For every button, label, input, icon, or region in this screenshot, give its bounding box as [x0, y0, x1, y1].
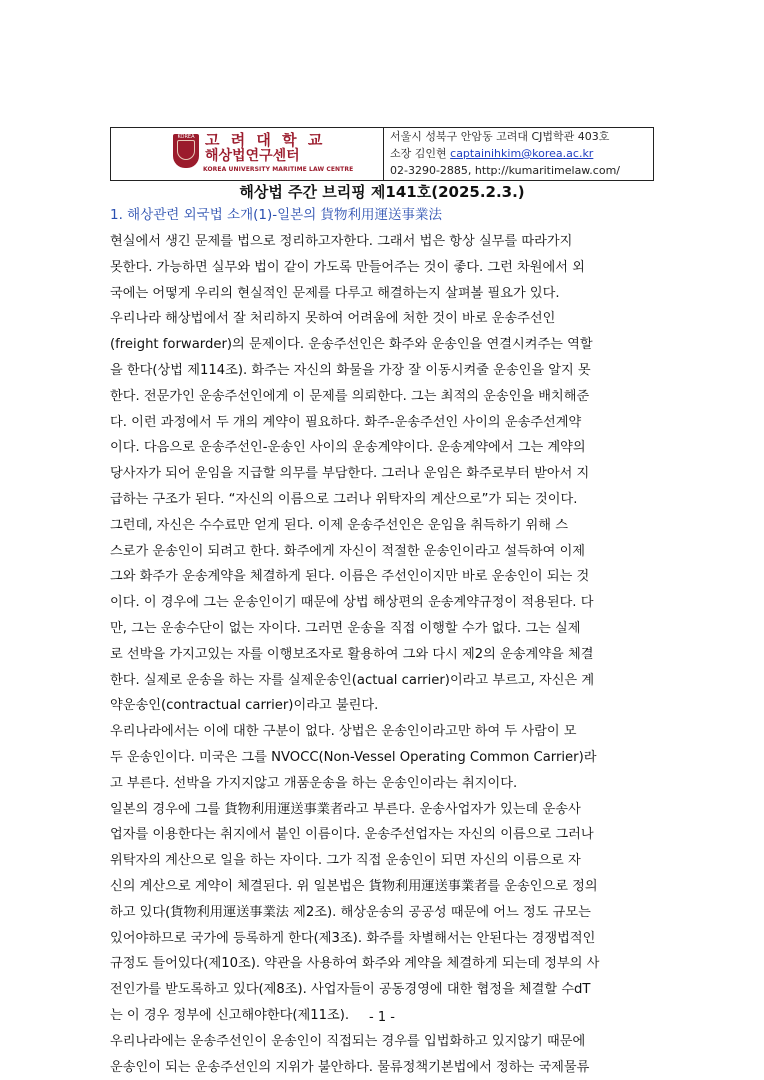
text-line: 그런데, 자신은 수수료만 얻게 된다. 이제 운송주선인은 운임을 취득하기 위해 스 [110, 517, 568, 533]
email-link[interactable]: captainihkim@korea.ac.kr [450, 147, 594, 160]
contact-info [384, 128, 653, 180]
university-seal-icon [173, 134, 199, 168]
text-line: 만, 그는 운송수단이 없는 자이다. 그러면 운송을 직접 이행할 수가 없다. 그는 실제 [110, 620, 581, 636]
page-title: 해상법 주간 브리핑 제141호(2025.2.3.) [239, 183, 525, 201]
text-line: 을 한다(상법 제114조). 화주는 자신의 화물을 가장 잘 이동시켜줄 운송인을 알지 못 [110, 362, 591, 378]
logo-english-name: KOREA UNIVERSITY MARITIME LAW CENTRE [203, 166, 354, 173]
director-name: 소장 김인현 [390, 147, 447, 160]
text-line: 한다. 전문가인 운송주선인에게 이 문제를 의뢰한다. 그는 최적의 운송인을 배치해준 [110, 388, 590, 404]
text-line: 다. 이런 과정에서 두 개의 계약이 필요하다. 화주-운송주선인 사이의 운송주선계약 [110, 414, 582, 430]
text-line: 두 운송인이다. 미국은 그를 NVOCC(Non-Vessel Operating Common Carrier)라 [110, 749, 597, 765]
text-line: 고 부른다. 선박을 가지지않고 개품운송을 하는 운송인이라는 취지이다. [110, 775, 518, 791]
text-line: 는 이 경우 정부에 신고해야한다(제11조). [110, 1007, 350, 1023]
phone: 02-3290-2885, [390, 164, 472, 177]
logo-center-name: 해상법연구센터 [205, 148, 300, 164]
text-line: 당사자가 되어 운임을 지급할 의무를 부담한다. 그러나 운임은 화주로부터 받아서 지 [110, 466, 590, 482]
text-line: 하고 있다(貨物利用運送事業法 제2조). 해상운송의 공공성 때문에 어느 정도 규모는 [110, 904, 591, 920]
text-line: (freight forwarder)의 문제이다. 운송주선인은 화주와 운송인을 연결시켜주는 역할 [110, 337, 593, 353]
text-line: 약운송인(contractual carrier)이라고 불린다. [110, 698, 379, 714]
text-line: 이다. 다음으로 운송주선인-운송인 사이의 운송계약이다. 운송계약에서 그는 계약의 [110, 440, 586, 456]
text-line: 우리나라 해상법에서 잘 처리하지 못하여 어려움에 처한 것이 바로 운송주선인 [110, 311, 556, 327]
seal-label: KOREA [177, 134, 195, 140]
text-line: 급하는 구조가 된다. “자신의 이름으로 그러나 위탁자의 계산으로”가 되는 것이다. [110, 491, 578, 507]
section-heading: 1. 해상관련 외국법 소개(1)-일본의 貨物利用運送事業法 [110, 207, 443, 223]
text-line: 이다. 이 경우에 그는 운송인이기 때문에 상법 해상편의 운송계약규정이 적용된다. 다 [110, 595, 594, 611]
text-line: 못한다. 가능하면 실무와 법이 같이 가도록 만들어주는 것이 좋다. 그런 차원에서 외 [110, 259, 585, 275]
text-line: 현실에서 생긴 문제를 법으로 정리하고자한다. 그래서 법은 항상 실무를 따라가지 [110, 234, 573, 249]
page-number: - 1 - [369, 1010, 395, 1025]
body-text [110, 229, 654, 1080]
text-line: 업자를 이용한다는 취지에서 붙인 이름이다. 운송주선업자는 자신의 이름으로 그러나 [110, 827, 594, 843]
text-line: 스로가 운송인이 되려고 한다. 화주에게 자신이 적절한 운송인이라고 설득하여 이제 [110, 543, 586, 559]
text-line: 위탁자의 계산으로 일을 하는 자이다. 그가 직접 운송인이 되면 자신의 이름으로 자 [110, 853, 581, 869]
text-line: 우리나라에서는 이에 대한 구분이 없다. 상법은 운송인이라고만 하여 두 사람이 모 [110, 724, 577, 740]
header-table [110, 127, 654, 181]
text-line: 한다. 실제로 운송을 하는 자를 실제운송인(actual carrier)이라고 부르고, 자신은 계 [110, 672, 595, 688]
text-line: 있어야하므로 국가에 등록하게 한다(제3조). 화주를 차별해서는 안된다는 경쟁법적인 [110, 930, 596, 946]
logo-university-name: 고 려 대 학 교 [205, 131, 326, 149]
text-line: 전인가를 받도록하고 있다(제8조). 사업자들이 공동경영에 대한 협정을 체결할 수dT [110, 982, 591, 998]
phone-web-line [390, 162, 653, 179]
text-line: 운송인이 되는 운송주선인의 지위가 불안하다. 물류정책기본법에서 정하는 국제물류 [110, 1059, 590, 1075]
text-line: 우리나라에는 운송주선인이 운송인이 직접되는 경우를 입법화하고 있지않기 때문에 [110, 1033, 586, 1049]
address: 서울시 성북구 안암동 고려대 CJ법학관 403호 [390, 130, 610, 143]
text-line: 일본의 경우에 그를 貨物利用運送事業者라고 부른다. 운송사업자가 있는데 운송사 [110, 801, 581, 817]
text-line: 그와 화주가 운송계약을 체결하게 된다. 이름은 주선인이지만 바로 운송인이 되는 것 [110, 569, 590, 585]
website-link[interactable]: http://kumaritimelaw.com/ [474, 164, 620, 177]
text-line: 로 선박을 가지고있는 자를 이행보조자로 활용하여 그와 다시 제2의 운송계약을 체결 [110, 646, 594, 662]
text-line: 규정도 들어있다(제10조). 약관을 사용하여 화주와 계약을 체결하게 되는데 정부의 사 [110, 956, 600, 972]
text-line: 신의 계산으로 계약이 체결된다. 위 일본법은 貨物利用運送事業者를 운송인으로 정의 [110, 878, 598, 894]
logo-block [111, 128, 384, 180]
text-line: 국에는 어떻게 우리의 현실적인 문제를 다루고 해결하는지 살펴볼 필요가 있다. [110, 285, 560, 301]
director-line [390, 145, 653, 162]
